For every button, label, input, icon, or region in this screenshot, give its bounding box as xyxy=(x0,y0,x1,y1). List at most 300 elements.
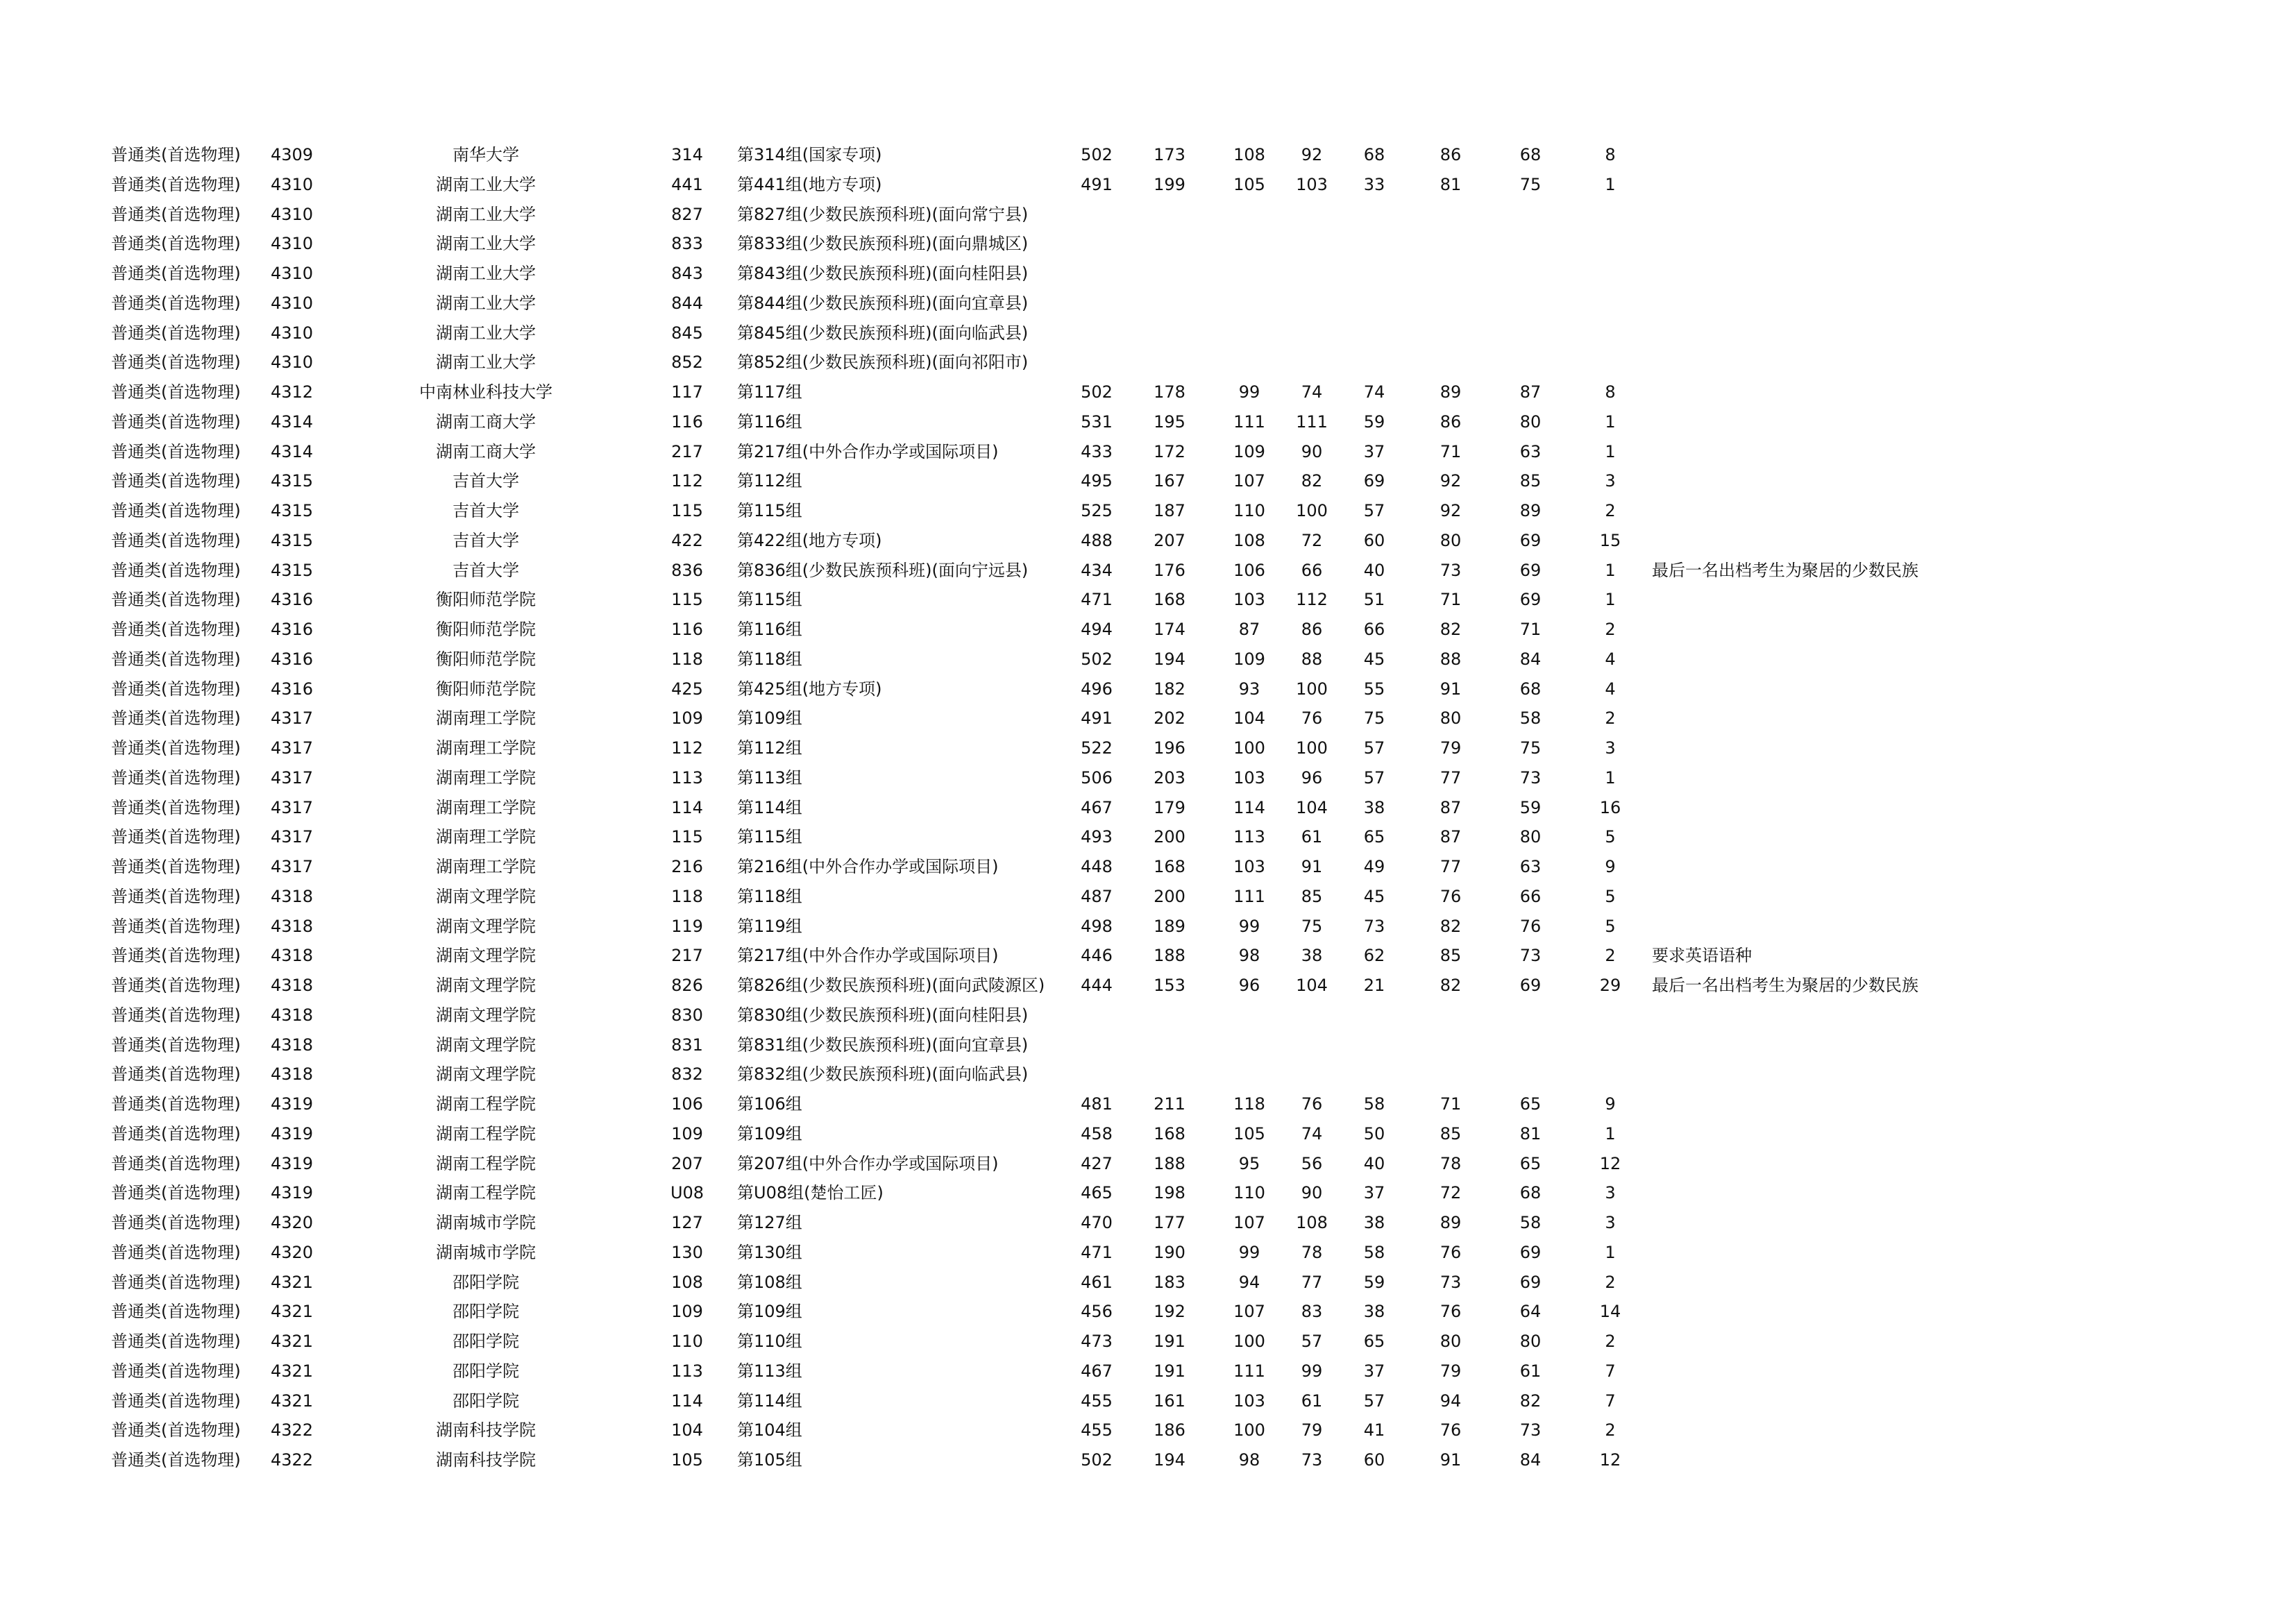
group-name-cell: 第836组(少数民族预科班)(面向宁远县) xyxy=(737,560,1029,580)
university-name-cell: 湖南工业大学 xyxy=(436,293,536,313)
subject-score-cell: 89 xyxy=(1440,1213,1462,1232)
subject-score-cell: 37 xyxy=(1363,441,1385,461)
group-code-cell: 441 xyxy=(671,174,703,194)
note-cell xyxy=(1652,526,1999,556)
subject-score-cell: 200 xyxy=(1154,886,1185,906)
subject-score-cell: 62 xyxy=(1363,946,1385,966)
subject-score-cell: 82 xyxy=(1440,916,1462,936)
category-cell: 普通类(首选物理) xyxy=(111,411,241,432)
subject-score-cell: 111 xyxy=(1233,1361,1265,1381)
category-cell: 普通类(首选物理) xyxy=(111,1242,241,1262)
total-score-cell: 455 xyxy=(1081,1391,1113,1411)
subject-score-cell: 56 xyxy=(1301,1153,1323,1173)
subject-score-cell: 92 xyxy=(1440,501,1462,520)
subject-score-cell: 84 xyxy=(1519,649,1542,669)
university-name-cell: 湖南工商大学 xyxy=(436,411,536,432)
school-code-cell: 4310 xyxy=(271,264,314,283)
group-name-cell: 第109组 xyxy=(737,1302,802,1322)
total-score-cell xyxy=(1072,200,1121,230)
total-score-cell xyxy=(1072,1060,1121,1089)
rank-count-cell: 9 xyxy=(1605,857,1616,876)
group-name-cell: 第217组(中外合作办学或国际项目) xyxy=(737,441,999,461)
subject-score-cell xyxy=(1426,229,1475,259)
subject-score-cell: 78 xyxy=(1301,1242,1323,1262)
subject-score-cell xyxy=(1288,1001,1336,1030)
university-name-cell: 邵阳学院 xyxy=(453,1391,519,1411)
table-row xyxy=(0,259,2296,289)
subject-score-cell: 103 xyxy=(1233,1391,1265,1411)
subject-score-cell: 64 xyxy=(1519,1302,1542,1322)
subject-score-cell: 74 xyxy=(1301,1123,1323,1144)
group-code-cell: 119 xyxy=(671,916,703,936)
subject-score-cell: 105 xyxy=(1233,1123,1265,1144)
subject-score-cell: 82 xyxy=(1440,620,1462,639)
university-name-cell: 衡阳师范学院 xyxy=(436,679,536,699)
group-code-cell: 845 xyxy=(671,323,703,343)
note-cell: 最后一名出档考生为聚居的少数民族 xyxy=(1652,976,1918,995)
group-code-cell: 115 xyxy=(671,590,703,610)
subject-score-cell: 63 xyxy=(1519,857,1542,876)
subject-score-cell xyxy=(1506,318,1555,348)
subject-score-cell: 68 xyxy=(1519,145,1542,164)
rank-count-cell: 2 xyxy=(1605,946,1616,966)
table-row xyxy=(0,1327,2296,1357)
rank-count-cell: 2 xyxy=(1605,1420,1616,1441)
subject-score-cell: 59 xyxy=(1363,411,1385,432)
rank-count-cell: 4 xyxy=(1605,649,1616,669)
subject-score-cell: 73 xyxy=(1519,946,1542,966)
school-code-cell: 4310 xyxy=(271,352,314,373)
rank-count-cell: 29 xyxy=(1599,976,1621,995)
school-code-cell: 4319 xyxy=(271,1094,314,1114)
university-name-cell: 吉首大学 xyxy=(453,501,519,520)
group-name-cell: 第845组(少数民族预科班)(面向临武县) xyxy=(737,323,1029,343)
table-row xyxy=(0,1030,2296,1060)
group-name-cell: 第127组 xyxy=(737,1213,802,1232)
subject-score-cell: 65 xyxy=(1519,1094,1542,1114)
subject-score-cell: 90 xyxy=(1301,1183,1323,1203)
group-name-cell: 第113组 xyxy=(737,1361,802,1381)
subject-score-cell xyxy=(1225,1060,1274,1089)
category-cell: 普通类(首选物理) xyxy=(111,590,241,610)
group-code-cell: 833 xyxy=(671,234,703,254)
total-score-cell: 448 xyxy=(1081,857,1113,876)
university-name-cell: 湖南文理学院 xyxy=(436,976,536,995)
subject-score-cell: 107 xyxy=(1233,1213,1265,1232)
subject-score-cell xyxy=(1506,1001,1555,1030)
total-score-cell: 494 xyxy=(1081,620,1113,639)
table-row xyxy=(0,526,2296,556)
subject-score-cell: 112 xyxy=(1296,590,1328,610)
subject-score-cell: 65 xyxy=(1363,827,1385,847)
total-score-cell: 522 xyxy=(1081,738,1113,758)
group-code-cell: 118 xyxy=(671,886,703,906)
subject-score-cell: 176 xyxy=(1154,560,1185,580)
subject-score-cell: 100 xyxy=(1296,501,1328,520)
total-score-cell: 467 xyxy=(1081,797,1113,817)
group-code-cell: 116 xyxy=(671,620,703,639)
school-code-cell: 4317 xyxy=(271,797,314,817)
subject-score-cell: 73 xyxy=(1440,1272,1462,1292)
subject-score-cell: 38 xyxy=(1363,1302,1385,1322)
subject-score-cell: 103 xyxy=(1233,590,1265,610)
group-name-cell: 第106组 xyxy=(737,1094,802,1114)
note-cell xyxy=(1652,437,1999,467)
table-row xyxy=(0,912,2296,942)
total-score-cell: 506 xyxy=(1081,767,1113,788)
table-row xyxy=(0,556,2296,586)
subject-score-cell: 188 xyxy=(1154,946,1185,966)
subject-score-cell: 109 xyxy=(1233,649,1265,669)
group-name-cell: 第216组(中外合作办学或国际项目) xyxy=(737,857,999,876)
subject-score-cell: 111 xyxy=(1233,411,1265,432)
rank-count-cell xyxy=(1586,1030,1635,1060)
group-code-cell: 116 xyxy=(671,411,703,432)
group-code-cell: 216 xyxy=(671,857,703,876)
total-score-cell xyxy=(1072,318,1121,348)
note-cell xyxy=(1652,377,1999,407)
note-cell xyxy=(1652,1297,1999,1327)
group-name-cell: 第425组(地方专项) xyxy=(737,679,882,699)
school-code-cell: 4315 xyxy=(271,560,314,580)
subject-score-cell xyxy=(1225,1001,1274,1030)
subject-score-cell: 73 xyxy=(1363,916,1385,936)
university-name-cell: 湖南工业大学 xyxy=(436,352,536,373)
university-name-cell: 邵阳学院 xyxy=(453,1361,519,1381)
note-cell xyxy=(1652,1001,1999,1030)
group-name-cell: 第114组 xyxy=(737,1391,802,1411)
total-score-cell: 491 xyxy=(1081,708,1113,729)
total-score-cell: 434 xyxy=(1081,560,1113,580)
subject-score-cell: 68 xyxy=(1363,145,1385,164)
category-cell: 普通类(首选物理) xyxy=(111,1361,241,1381)
note-cell xyxy=(1652,1119,1999,1149)
subject-score-cell: 105 xyxy=(1233,174,1265,194)
table-row xyxy=(0,822,2296,852)
group-name-cell: 第110组 xyxy=(737,1332,802,1351)
subject-score-cell: 75 xyxy=(1519,738,1542,758)
subject-score-cell: 66 xyxy=(1519,886,1542,906)
subject-score-cell: 172 xyxy=(1154,441,1185,461)
subject-score-cell: 59 xyxy=(1519,797,1542,817)
university-name-cell: 湖南工业大学 xyxy=(436,174,536,194)
note-cell xyxy=(1652,615,1999,645)
university-name-cell: 邵阳学院 xyxy=(453,1272,519,1292)
total-score-cell: 502 xyxy=(1081,382,1113,402)
university-name-cell: 湖南工业大学 xyxy=(436,323,536,343)
school-code-cell: 4318 xyxy=(271,886,314,906)
total-score-cell: 471 xyxy=(1081,1242,1113,1262)
subject-score-cell: 92 xyxy=(1440,471,1462,491)
subject-score-cell: 77 xyxy=(1440,767,1462,788)
school-code-cell: 4320 xyxy=(271,1213,314,1232)
subject-score-cell: 72 xyxy=(1440,1183,1462,1203)
rank-count-cell: 12 xyxy=(1599,1450,1621,1470)
subject-score-cell xyxy=(1426,348,1475,377)
category-cell: 普通类(首选物理) xyxy=(111,1213,241,1232)
subject-score-cell: 73 xyxy=(1301,1450,1323,1470)
university-name-cell: 湖南工业大学 xyxy=(436,234,536,254)
subject-score-cell xyxy=(1426,1001,1475,1030)
subject-score-cell: 74 xyxy=(1301,382,1323,402)
subject-score-cell xyxy=(1145,1060,1194,1089)
group-name-cell: 第115组 xyxy=(737,827,802,847)
group-code-cell: 114 xyxy=(671,1391,703,1411)
table-row xyxy=(0,763,2296,793)
subject-score-cell: 118 xyxy=(1233,1094,1265,1114)
group-code-cell: 113 xyxy=(671,1361,703,1381)
rank-count-cell xyxy=(1586,229,1635,259)
subject-score-cell: 195 xyxy=(1154,411,1185,432)
subject-score-cell: 81 xyxy=(1519,1123,1542,1144)
subject-score-cell xyxy=(1506,289,1555,318)
subject-score-cell: 106 xyxy=(1233,560,1265,580)
table-row xyxy=(0,733,2296,763)
subject-score-cell: 86 xyxy=(1301,620,1323,639)
subject-score-cell: 96 xyxy=(1238,976,1260,995)
total-score-cell: 488 xyxy=(1081,530,1113,550)
table-row xyxy=(0,437,2296,467)
subject-score-cell: 100 xyxy=(1233,1420,1265,1441)
school-code-cell: 4315 xyxy=(271,471,314,491)
subject-score-cell: 88 xyxy=(1301,649,1323,669)
subject-score-cell: 77 xyxy=(1440,857,1462,876)
subject-score-cell xyxy=(1506,1060,1555,1089)
group-code-cell: 127 xyxy=(671,1213,703,1232)
subject-score-cell: 108 xyxy=(1233,530,1265,550)
group-name-cell: 第118组 xyxy=(737,649,802,669)
subject-score-cell xyxy=(1506,229,1555,259)
category-cell: 普通类(首选物理) xyxy=(111,1005,241,1025)
note-cell xyxy=(1652,882,1999,912)
subject-score-cell: 76 xyxy=(1440,1302,1462,1322)
subject-score-cell: 173 xyxy=(1154,145,1185,164)
subject-score-cell xyxy=(1288,259,1336,289)
category-cell: 普通类(首选物理) xyxy=(111,530,241,550)
subject-score-cell: 194 xyxy=(1154,1450,1185,1470)
note-cell xyxy=(1652,496,1999,526)
group-name-cell: 第441组(地方专项) xyxy=(737,174,882,194)
category-cell: 普通类(首选物理) xyxy=(111,620,241,639)
note-cell xyxy=(1652,1208,1999,1238)
category-cell: 普通类(首选物理) xyxy=(111,323,241,343)
subject-score-cell: 37 xyxy=(1363,1361,1385,1381)
subject-score-cell: 104 xyxy=(1296,976,1328,995)
subject-score-cell xyxy=(1350,348,1399,377)
group-name-cell: 第112组 xyxy=(737,738,802,758)
university-name-cell: 衡阳师范学院 xyxy=(436,649,536,669)
subject-score-cell: 167 xyxy=(1154,471,1185,491)
category-cell: 普通类(首选物理) xyxy=(111,1123,241,1144)
subject-score-cell: 92 xyxy=(1301,145,1323,164)
school-code-cell: 4318 xyxy=(271,916,314,936)
school-code-cell: 4317 xyxy=(271,767,314,788)
subject-score-cell xyxy=(1145,1001,1194,1030)
note-cell: 要求英语语种 xyxy=(1652,946,1752,966)
subject-score-cell: 58 xyxy=(1363,1094,1385,1114)
table-row xyxy=(0,140,2296,170)
subject-score-cell: 69 xyxy=(1519,976,1542,995)
subject-score-cell: 100 xyxy=(1296,679,1328,699)
university-name-cell: 中南林业科技大学 xyxy=(419,382,552,402)
total-score-cell xyxy=(1072,259,1121,289)
subject-score-cell: 110 xyxy=(1233,501,1265,520)
rank-count-cell xyxy=(1586,200,1635,230)
rank-count-cell: 1 xyxy=(1605,560,1616,580)
subject-score-cell xyxy=(1350,229,1399,259)
subject-score-cell xyxy=(1350,200,1399,230)
subject-score-cell: 41 xyxy=(1363,1420,1385,1441)
group-name-cell: 第207组(中外合作办学或国际项目) xyxy=(737,1153,999,1173)
rank-count-cell: 2 xyxy=(1605,1332,1616,1351)
university-name-cell: 湖南工业大学 xyxy=(436,204,536,224)
note-cell xyxy=(1652,645,1999,674)
university-name-cell: 湖南理工学院 xyxy=(436,708,536,729)
total-score-cell: 502 xyxy=(1081,145,1113,164)
subject-score-cell: 113 xyxy=(1233,827,1265,847)
group-name-cell: 第119组 xyxy=(737,916,802,936)
group-name-cell: 第843组(少数民族预科班)(面向桂阳县) xyxy=(737,264,1029,283)
group-code-cell: 843 xyxy=(671,264,703,283)
table-row xyxy=(0,289,2296,318)
subject-score-cell: 81 xyxy=(1440,174,1462,194)
subject-score-cell: 161 xyxy=(1154,1391,1185,1411)
total-score-cell: 458 xyxy=(1081,1123,1113,1144)
subject-score-cell: 86 xyxy=(1440,145,1462,164)
subject-score-cell: 80 xyxy=(1440,530,1462,550)
total-score-cell: 531 xyxy=(1081,411,1113,432)
subject-score-cell: 78 xyxy=(1440,1153,1462,1173)
group-code-cell: 110 xyxy=(671,1332,703,1351)
table-row xyxy=(0,318,2296,348)
subject-score-cell: 76 xyxy=(1301,708,1323,729)
subject-score-cell: 71 xyxy=(1440,590,1462,610)
subject-score-cell: 59 xyxy=(1363,1272,1385,1292)
subject-score-cell xyxy=(1350,1030,1399,1060)
subject-score-cell: 55 xyxy=(1363,679,1385,699)
table-row xyxy=(0,941,2296,971)
total-score-cell: 502 xyxy=(1081,649,1113,669)
subject-score-cell: 61 xyxy=(1301,827,1323,847)
subject-score-cell xyxy=(1288,1060,1336,1089)
school-code-cell: 4322 xyxy=(271,1450,314,1470)
group-code-cell: 826 xyxy=(671,976,703,995)
rank-count-cell: 7 xyxy=(1605,1391,1616,1411)
subject-score-cell: 200 xyxy=(1154,827,1185,847)
group-code-cell: 130 xyxy=(671,1242,703,1262)
subject-score-cell xyxy=(1506,259,1555,289)
university-name-cell: 吉首大学 xyxy=(453,560,519,580)
total-score-cell: 525 xyxy=(1081,501,1113,520)
subject-score-cell xyxy=(1426,200,1475,230)
table-row xyxy=(0,1445,2296,1475)
subject-score-cell: 73 xyxy=(1519,1420,1542,1441)
category-cell: 普通类(首选物理) xyxy=(111,738,241,758)
group-code-cell: 109 xyxy=(671,708,703,729)
table-row xyxy=(0,1089,2296,1119)
university-name-cell: 邵阳学院 xyxy=(453,1302,519,1322)
subject-score-cell: 73 xyxy=(1440,560,1462,580)
subject-score-cell: 87 xyxy=(1440,797,1462,817)
school-code-cell: 4317 xyxy=(271,827,314,847)
subject-score-cell: 69 xyxy=(1519,1272,1542,1292)
group-code-cell: 108 xyxy=(671,1272,703,1292)
university-name-cell: 邵阳学院 xyxy=(453,1332,519,1351)
table-row xyxy=(0,704,2296,733)
category-cell: 普通类(首选物理) xyxy=(111,1153,241,1173)
subject-score-cell xyxy=(1426,259,1475,289)
category-cell: 普通类(首选物理) xyxy=(111,382,241,402)
total-score-cell: 467 xyxy=(1081,1361,1113,1381)
subject-score-cell: 211 xyxy=(1154,1094,1185,1114)
subject-score-cell: 79 xyxy=(1301,1420,1323,1441)
admission-score-table xyxy=(0,140,2296,1475)
rank-count-cell xyxy=(1586,259,1635,289)
table-row xyxy=(0,1149,2296,1179)
subject-score-cell: 73 xyxy=(1519,767,1542,788)
subject-score-cell: 104 xyxy=(1296,797,1328,817)
group-name-cell: 第830组(少数民族预科班)(面向桂阳县) xyxy=(737,1005,1029,1025)
rank-count-cell: 1 xyxy=(1605,1242,1616,1262)
note-cell xyxy=(1652,1416,1999,1445)
school-code-cell: 4314 xyxy=(271,441,314,461)
subject-score-cell: 103 xyxy=(1233,767,1265,788)
total-score-cell: 471 xyxy=(1081,590,1113,610)
subject-score-cell xyxy=(1426,1030,1475,1060)
subject-score-cell: 108 xyxy=(1296,1213,1328,1232)
subject-score-cell: 89 xyxy=(1519,501,1542,520)
table-row xyxy=(0,407,2296,437)
subject-score-cell: 93 xyxy=(1238,679,1260,699)
category-cell: 普通类(首选物理) xyxy=(111,946,241,966)
rank-count-cell xyxy=(1586,348,1635,377)
school-code-cell: 4310 xyxy=(271,323,314,343)
subject-score-cell: 76 xyxy=(1301,1094,1323,1114)
table-row xyxy=(0,585,2296,615)
total-score-cell xyxy=(1072,289,1121,318)
subject-score-cell: 114 xyxy=(1233,797,1265,817)
subject-score-cell: 71 xyxy=(1440,1094,1462,1114)
subject-score-cell: 100 xyxy=(1233,1332,1265,1351)
category-cell: 普通类(首选物理) xyxy=(111,441,241,461)
subject-score-cell: 69 xyxy=(1519,1242,1542,1262)
category-cell: 普通类(首选物理) xyxy=(111,1035,241,1055)
school-code-cell: 4317 xyxy=(271,708,314,729)
category-cell: 普通类(首选物理) xyxy=(111,857,241,876)
table-row xyxy=(0,1416,2296,1445)
subject-score-cell xyxy=(1225,259,1274,289)
subject-score-cell: 21 xyxy=(1363,976,1385,995)
group-code-cell: 830 xyxy=(671,1005,703,1025)
group-name-cell: 第852组(少数民族预科班)(面向祁阳市) xyxy=(737,352,1029,373)
school-code-cell: 4310 xyxy=(271,204,314,224)
total-score-cell xyxy=(1072,1001,1121,1030)
university-name-cell: 湖南科技学院 xyxy=(436,1450,536,1470)
subject-score-cell: 203 xyxy=(1154,767,1185,788)
note-cell xyxy=(1652,1149,1999,1179)
note-cell xyxy=(1652,1178,1999,1208)
subject-score-cell: 107 xyxy=(1233,1302,1265,1322)
note-cell xyxy=(1652,140,1999,170)
subject-score-cell: 57 xyxy=(1363,501,1385,520)
school-code-cell: 4314 xyxy=(271,411,314,432)
school-code-cell: 4315 xyxy=(271,530,314,550)
school-code-cell: 4317 xyxy=(271,857,314,876)
subject-score-cell xyxy=(1145,229,1194,259)
table-row xyxy=(0,229,2296,259)
note-cell xyxy=(1652,733,1999,763)
university-name-cell: 湖南理工学院 xyxy=(436,857,536,876)
